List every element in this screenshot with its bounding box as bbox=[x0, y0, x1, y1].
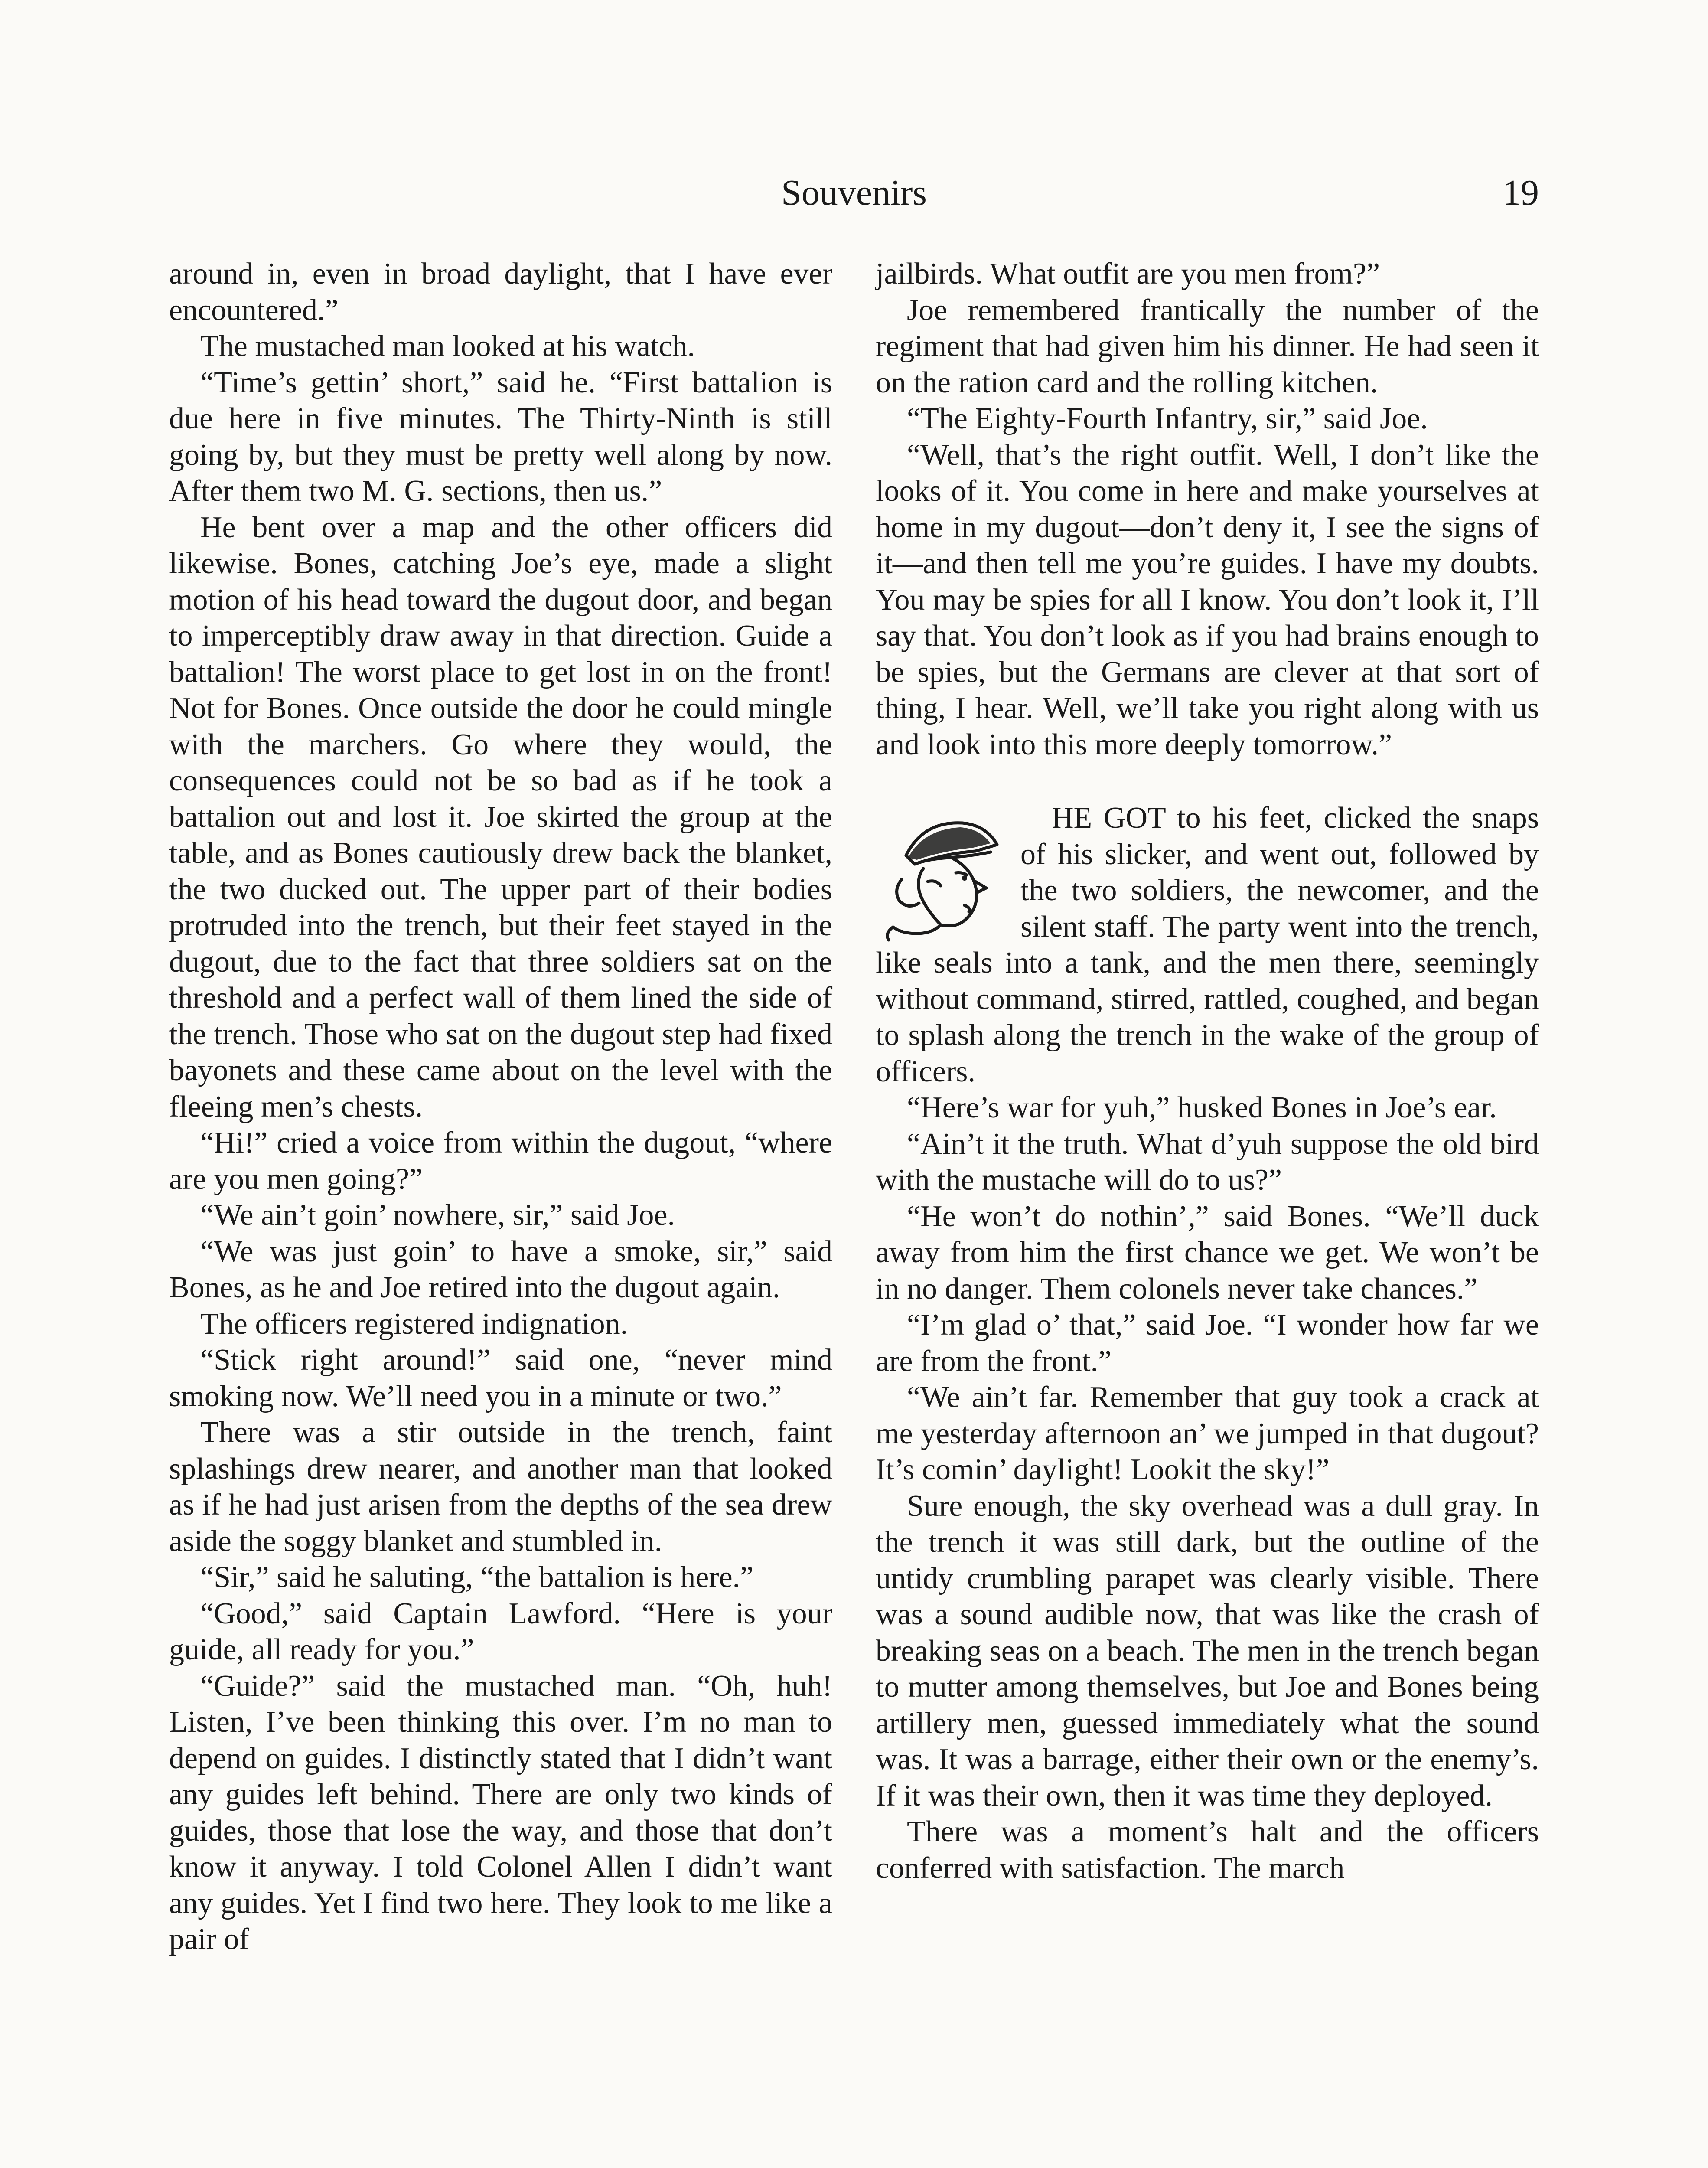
paragraph: Joe remembered frantically the number of the regiment that had given him his dinner. He had seen it on the ration card and the rolling kitchen. bbox=[876, 293, 1539, 399]
paragraph: around in, even in broad daylight, that I have ever encountered.” bbox=[169, 257, 832, 327]
paragraph: The officers registered indignation. bbox=[200, 1307, 628, 1341]
paragraph: “We was just goin’ to have a smoke, sir,” said Bones, as he and Joe retired into the dugout again. bbox=[169, 1234, 832, 1304]
paragraph: There was a stir outside in the trench, faint splashings drew nearer, and another man that looked as if he had just arisen from the depths of the sea drew aside the soggy blanket and stumbled in. bbox=[169, 1416, 832, 1558]
soldier-head-illustration-icon bbox=[876, 803, 1010, 942]
paragraph: jailbirds. What outfit are you men from?” bbox=[876, 257, 1380, 291]
section-opening-paragraph: HE GOT to his feet, clicked the snaps of his slicker, and went out, followed by the two soldiers, the newcomer, and the silent staff. The party went into the trench, like seals into a tank, and the men there, seemingly without command, stirred, rattled, coughed, and began to splash along the trench in the wake of the group of officers. bbox=[876, 801, 1539, 1088]
section-spacer bbox=[876, 763, 1539, 800]
paragraph: Sure enough, the sky overhead was a dull gray. In the trench it was still dark, but the outline of the untidy crumbling parapet was clearly visible. There was a sound audible now, that was like the crash of breaking seas on a beach. The men in the trench began to mutter among themselves, but Joe and Bones being artillery men, guessed immediately what the sound was. It was a barrage, either their own or the enemy’s. If it was their own, then it was time they deployed. bbox=[876, 1489, 1539, 1812]
paragraph: “Ain’t it the truth. What d’yuh suppose the old bird with the mustache will do to us?” bbox=[876, 1127, 1539, 1197]
paragraph: “Hi!” cried a voice from within the dugout, “where are you men going?” bbox=[169, 1126, 832, 1196]
paragraph: There was a moment’s halt and the officers conferred with satisfaction. The march bbox=[876, 1815, 1539, 1885]
left-column bbox=[169, 256, 832, 1958]
paragraph: “Time’s gettin’ short,” said he. “First battalion is due here in five minutes. The Thirty-Ninth is still going by, but they must be pretty well along by now. After them two M. G. sections, then us.” bbox=[169, 366, 832, 508]
paragraph: “He won’t do nothin’,” said Bones. “We’ll duck away from him the first chance we get. We won’t be in no danger. Them colonels never take chances.” bbox=[876, 1199, 1539, 1306]
paragraph: He bent over a map and the other officers did likewise. Bones, catching Joe’s eye, made a slight motion of his head toward the dugout door, and began to imperceptibly draw away in that direction. Guide a battalion! The worst place to get lost in on the front! Not for Bones. Once outside the door he could mingle with the marchers. Go where they would, the consequences could not be so bad as if he took a battalion out and lost it. Joe skirted the group at the table, and as Bones cautiously drew back the blanket, the two ducked out. The upper part of their bodies protruded into the trench, but their feet stayed in the dugout, due to the fact that three soldiers sat on the threshold and a perfect wall of them lined the side of the trench. Those who sat on the dugout step had fixed bayonets and these came about on the level with the fleeing men’s chests. bbox=[169, 510, 832, 1123]
paragraph: “The Eighty-Fourth Infantry, sir,” said Joe. bbox=[907, 402, 1428, 435]
paragraph: “Stick right around!” said one, “never mind smoking now. We’ll need you in a minute or two.” bbox=[169, 1343, 832, 1413]
paragraph: The mustached man looked at his watch. bbox=[200, 330, 695, 363]
paragraph: “We ain’t far. Remember that guy took a crack at me yesterday afternoon an’ we jumped in that dugout? It’s comin’ daylight! Lookit the sky!” bbox=[876, 1381, 1539, 1486]
paragraph: “Sir,” said he saluting, “the battalion is here.” bbox=[200, 1561, 754, 1594]
right-column bbox=[876, 256, 1539, 1886]
paragraph: “Well, that’s the right outfit. Well, I don’t like the looks of it. You come in here and make yourselves at home in my dugout—don’t deny it, I see the signs of it—and then tell me you’re guides. I have my doubts. You may be spies for all I know. You don’t look it, I’ll say that. You don’t look as if you had brains enough to be spies, but the Germans are clever at that sort of thing, I hear. Well, we’ll take you right along with us and look into this more deeply tomorrow.” bbox=[876, 438, 1539, 761]
running-header-title: Souvenirs bbox=[781, 173, 927, 213]
paragraph: “Guide?” said the mustached man. “Oh, huh! Listen, I’ve been thinking this over. I’m no man to depend on guides. I distinctly stated that I didn’t want any guides left behind. There are only two kinds of guides, those that lose the way, and those that don’t know it anyway. I told Colonel Allen I didn’t want any guides. Yet I find two here. They look to me like a pair of bbox=[169, 1669, 832, 1956]
paragraph: “Good,” said Captain Lawford. “Here is your guide, all ready for you.” bbox=[169, 1597, 832, 1666]
paragraph: “We ain’t goin’ nowhere, sir,” said Joe. bbox=[200, 1198, 675, 1232]
paragraph: “Here’s war for yuh,” husked Bones in Joe’s ear. bbox=[907, 1091, 1497, 1124]
paragraph: “I’m glad o’ that,” said Joe. “I wonder how far we are from the front.” bbox=[876, 1308, 1539, 1378]
page-number: 19 bbox=[1503, 173, 1539, 213]
